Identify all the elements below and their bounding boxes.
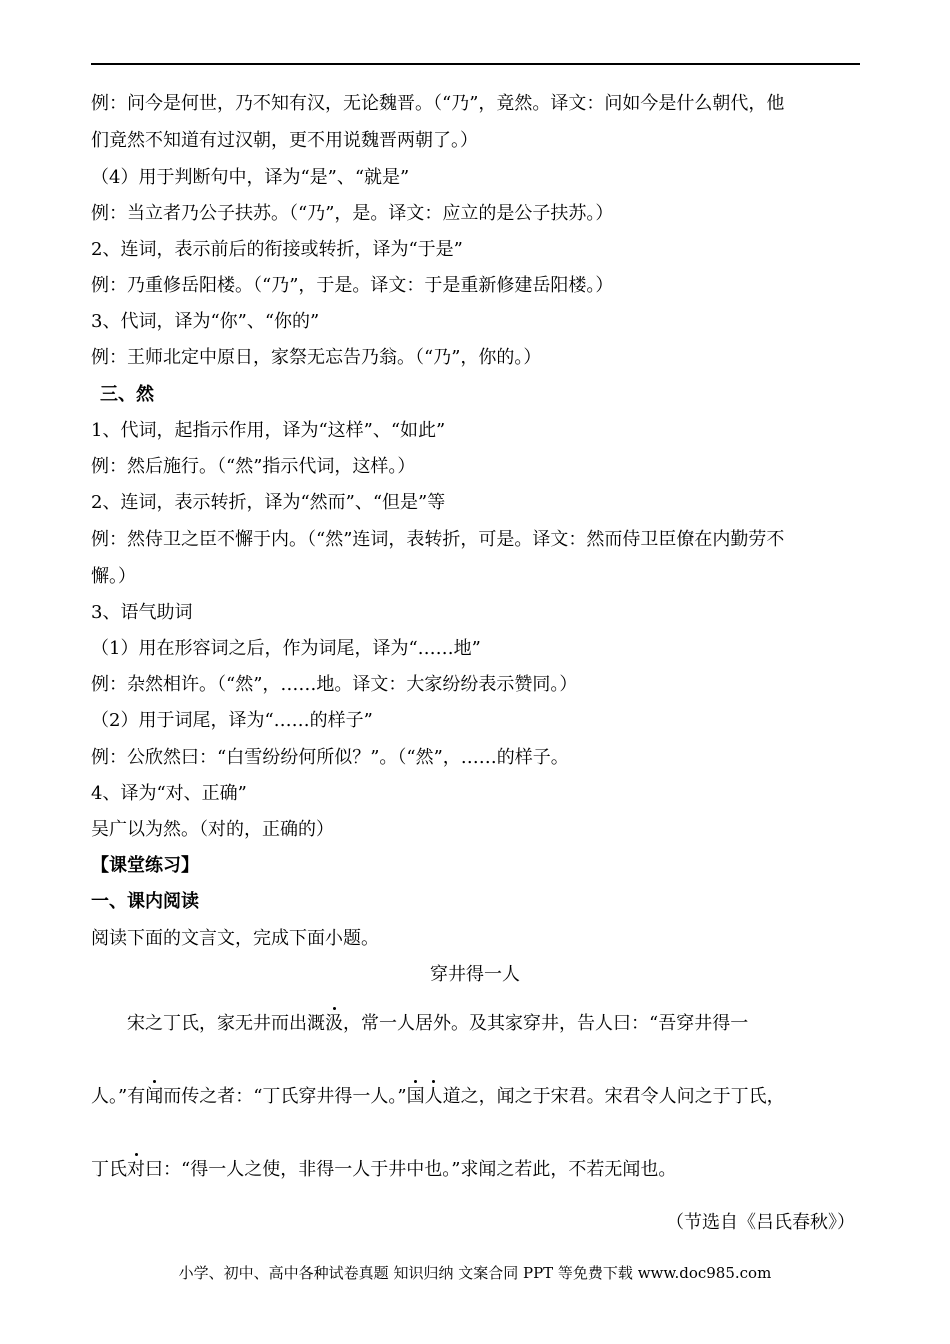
text-line-16: （1）用在形容词之后，作为词尾，译为“……地” <box>91 638 481 659</box>
text-line-21: 吴广以为然。（对的，正确的） <box>91 819 334 840</box>
passage-title: 穿井得一人 <box>430 964 520 985</box>
emphasis-mark: 国 <box>406 1086 425 1107</box>
passage-line-1: 宋之丁氏，家无井而出溉汲，常一人居外。及其家穿井，告人曰：“吾穿井得一 <box>127 1013 749 1034</box>
section-heading-ran: 三、然 <box>100 384 154 405</box>
page-footer: 小学、初中、高中各种试卷真题 知识归纳 文案合同 PPT 等免费下载 www.doc985.com <box>178 1264 772 1282</box>
instruction-line: 阅读下面的文言文，完成下面小题。 <box>91 928 379 949</box>
header-rule <box>91 63 860 65</box>
heading-in-class-reading: 一、课内阅读 <box>91 891 199 912</box>
emphasis-mark: 闻 <box>145 1086 164 1107</box>
passage-source: （节选自《吕氏春秋》） <box>666 1212 855 1233</box>
text-line-14: 懈。） <box>91 566 136 587</box>
heading-classroom-practice: 【课堂练习】 <box>91 855 199 876</box>
emphasis-mark: 对 <box>127 1159 145 1180</box>
text-line-13: 例：然侍卫之臣不懈于内。（“然”连词，表转折，可是。译文：然而侍卫臣僚在内勤劳不 <box>91 529 785 550</box>
emphasis-mark: 人 <box>424 1086 443 1107</box>
passage-line-3: 丁氏对曰：“得一人之使，非得一人于井中也。”求闻之若此，不若无闻也。 <box>91 1159 677 1180</box>
text-line-3: （4）用于判断句中，译为“是”、“就是” <box>91 167 410 188</box>
text-line-17: 例：杂然相许。（“然”，……地。译文：大家纷纷表示赞同。） <box>91 674 578 695</box>
text-line-15: 3、语气助词 <box>91 602 193 623</box>
text-line-10: 1、代词，起指示作用，译为“这样”、“如此” <box>91 420 446 441</box>
text-line-18: （2）用于词尾，译为“……的样子” <box>91 710 373 731</box>
passage-line-2: 人。”有闻而传之者：“丁氏穿井得一人。”国人道之，闻之于宋君。宋君令人问之于丁氏， <box>91 1086 785 1107</box>
text-line-12: 2、连词，表示转折，译为“然而”、“但是”等 <box>91 492 446 513</box>
text-line-20: 4、译为“对、正确” <box>91 783 247 804</box>
emphasis-mark: 汲 <box>325 1013 343 1034</box>
text-line-5: 2、连词，表示前后的衔接或转折，译为“于是” <box>91 239 463 260</box>
text-line-1: 例：问今是何世，乃不知有汉，无论魏晋。（“乃”，竟然。译文：问如今是什么朝代，他 <box>91 93 785 114</box>
text-line-6: 例：乃重修岳阳楼。（“乃”，于是。译文：于是重新修建岳阳楼。） <box>91 275 614 296</box>
text-line-2: 们竟然不知道有过汉朝，更不用说魏晋两朝了。） <box>91 130 478 151</box>
text-line-8: 例：王师北定中原日，家祭无忘告乃翁。（“乃”，你的。） <box>91 347 542 368</box>
text-line-19: 例：公欣然曰：“白雪纷纷何所似？”。（“然”，……的样子。 <box>91 747 569 768</box>
text-line-11: 例：然后施行。（“然”指示代词，这样。） <box>91 456 416 477</box>
text-line-7: 3、代词，译为“你”、“你的” <box>91 311 320 332</box>
text-line-4: 例：当立者乃公子扶苏。（“乃”，是。译文：应立的是公子扶苏。） <box>91 203 614 224</box>
